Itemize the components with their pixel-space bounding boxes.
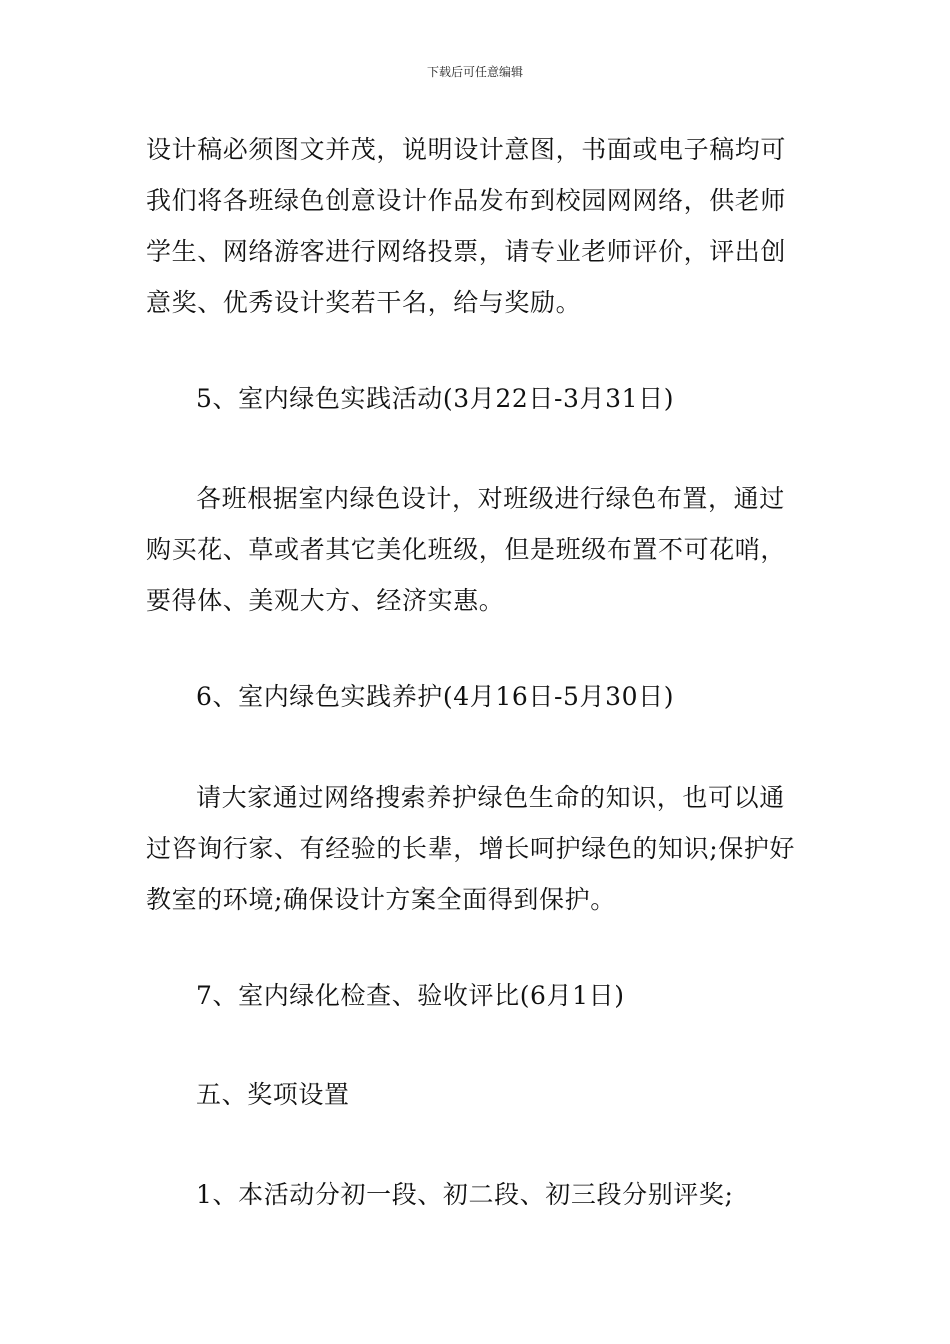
page-header: 下载后可任意编辑 (426, 65, 523, 79)
text-line: 教室的环境;确保设计方案全面得到保护。 (146, 885, 616, 914)
text-line: 购买花、草或者其它美化班级，但是班级布置不可花哨， (146, 535, 787, 564)
text-line: 请大家通过网络搜索养护绿色生命的知识，也可以通 (196, 783, 785, 812)
text-line: 6、室内绿色实践养护(4月16日-5月30日) (196, 682, 675, 711)
text-line: 过咨询行家、有经验的长辈，增长呵护绿色的知识;保护好 (146, 834, 796, 863)
text-line: 各班根据室内绿色设计，对班级进行绿色布置，通过 (196, 484, 785, 513)
text-line: 我们将各班绿色创意设计作品发布到校园网网络，供老师 (146, 186, 787, 215)
text-line: 1、本活动分初一段、初二段、初三段分别评奖; (196, 1180, 734, 1209)
heading-item-7 (146, 970, 808, 1021)
text-line: 5、室内绿色实践活动(3月22日-3月31日) (196, 384, 675, 413)
paragraph-design-draft (146, 124, 808, 328)
heading-item-5 (146, 373, 808, 424)
heading-item-6 (146, 671, 808, 722)
text-line: 要得体、美观大方、经济实惠。 (146, 586, 505, 615)
text-line: 设计稿必须图文并茂，说明设计意图，书面或电子稿均可 (146, 135, 787, 164)
section-heading-awards (146, 1069, 808, 1120)
text-line: 五、奖项设置 (196, 1080, 350, 1109)
paragraph-item-5 (146, 473, 808, 626)
text-line: 意奖、优秀设计奖若干名，给与奖励。 (146, 288, 582, 317)
paragraph-item-6 (146, 772, 808, 925)
text-line: 7、室内绿化检查、验收评比(6月1日) (196, 981, 625, 1010)
text-line: 学生、网络游客进行网络投票，请专业老师评价，评出创 (146, 237, 787, 266)
list-item-1 (146, 1169, 808, 1220)
